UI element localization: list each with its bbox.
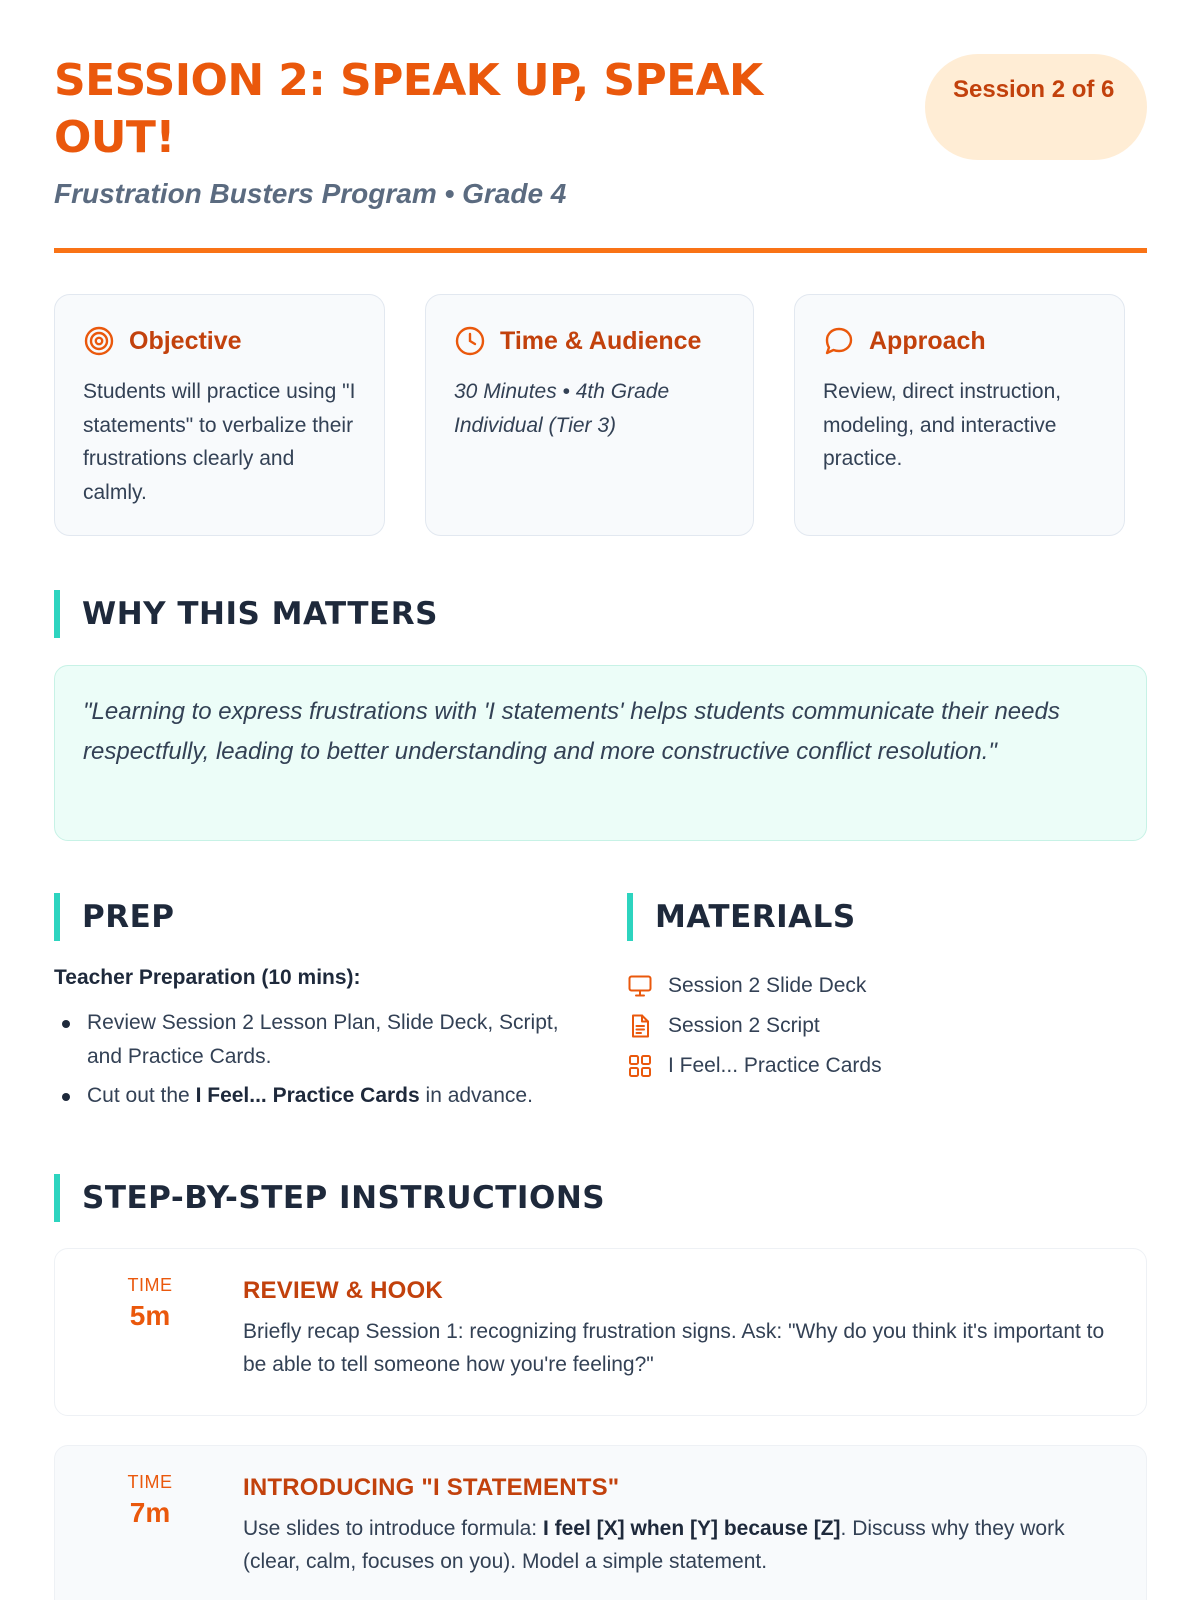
material-item — [627, 1046, 1147, 1086]
step-desc-text: Use slides to introduce formula: — [243, 1517, 543, 1540]
material-label: Session 2 Script — [668, 1014, 820, 1037]
time-audience-title: Time & Audience — [500, 326, 702, 355]
time-label: TIME — [127, 1472, 173, 1492]
lesson-plan-page — [54, 0, 1147, 1600]
page-title: SESSION 2: SPEAK UP, SPEAK OUT! — [54, 55, 763, 163]
step-card — [54, 1445, 1147, 1600]
materials-section — [627, 966, 1147, 1086]
info-cards — [54, 294, 1147, 538]
step-card — [54, 1248, 1147, 1416]
step-time — [55, 1275, 245, 1332]
why-quote: "Learning to express frustrations with 'I statements' helps students communicate their needs respectfully, leading to better understanding and more constructive conflict resolution." — [54, 665, 1147, 841]
prep-item-text: Cut out the — [87, 1084, 196, 1107]
time-audience-card — [425, 294, 754, 536]
prep-section — [54, 966, 594, 1119]
bullet-icon — [62, 1020, 70, 1028]
step-title: INTRODUCING "I STATEMENTS" — [243, 1474, 620, 1501]
time-audience-line1: 30 Minutes • 4th Grade — [454, 380, 670, 403]
material-label: Session 2 Slide Deck — [668, 974, 867, 997]
approach-card — [794, 294, 1125, 536]
step-content — [243, 1277, 1116, 1381]
approach-title: Approach — [869, 326, 986, 355]
header-divider — [54, 248, 1147, 253]
time-audience-line2: Individual (Tier 3) — [454, 413, 617, 437]
step-description — [243, 1512, 1116, 1578]
time-label: TIME — [127, 1275, 173, 1295]
prep-item-text: in advance. — [419, 1084, 533, 1107]
grid-icon — [627, 1053, 653, 1079]
approach-text: Review, direct instruction, modeling, and interactive practice. — [823, 380, 1062, 470]
chat-bubble-icon — [823, 325, 855, 357]
materials-heading — [627, 893, 856, 941]
prep-item-bold: I Feel... Practice Cards — [195, 1084, 420, 1107]
prep-heading — [54, 893, 175, 941]
why-heading — [54, 590, 438, 638]
step-description: Briefly recap Session 1: recognizing frustration signs. Ask: "Why do you think it's important to be able to tell someone how you're feeling?" — [243, 1320, 1105, 1376]
prep-heading-text: PREP — [82, 899, 175, 935]
material-label: I Feel... Practice Cards — [668, 1054, 882, 1077]
page-subtitle: Frustration Busters Program • Grade 4 — [54, 178, 567, 209]
why-heading-text: WHY THIS MATTERS — [82, 596, 438, 632]
prep-label: Teacher Preparation (10 mins): — [54, 966, 361, 989]
bullet-icon — [62, 1093, 70, 1101]
step-title: REVIEW & HOOK — [243, 1277, 443, 1304]
objective-card — [54, 294, 385, 536]
step-desc-text: . Discuss why they work (clear, calm, focuses on you). Model a simple statement. — [243, 1517, 1065, 1573]
materials-heading-text: MATERIALS — [655, 899, 856, 935]
document-icon — [627, 1013, 653, 1039]
list-item — [54, 1079, 594, 1113]
step-content — [243, 1474, 1116, 1578]
monitor-icon — [627, 973, 653, 999]
time-value: 7m — [129, 1497, 171, 1528]
prep-list — [54, 1006, 594, 1113]
steps-heading — [54, 1174, 605, 1222]
header — [54, 52, 1147, 252]
target-icon — [83, 325, 115, 357]
material-item — [627, 966, 1147, 1006]
step-desc-formula: I feel [X] when [Y] because [Z] — [542, 1517, 841, 1540]
objective-title: Objective — [129, 326, 242, 355]
material-item — [627, 1006, 1147, 1046]
session-badge: Session 2 of 6 — [925, 54, 1147, 160]
list-item — [54, 1006, 594, 1073]
time-value: 5m — [129, 1300, 171, 1331]
prep-item-text: Review Session 2 Lesson Plan, Slide Deck, Script, and Practice Cards. — [87, 1011, 559, 1068]
step-time — [55, 1472, 245, 1529]
steps-heading-text: STEP-BY-STEP INSTRUCTIONS — [82, 1180, 606, 1216]
objective-text: Students will practice using "I statements" to verbalize their frustrations clearly and calmly. — [83, 380, 356, 504]
clock-icon — [454, 325, 486, 357]
